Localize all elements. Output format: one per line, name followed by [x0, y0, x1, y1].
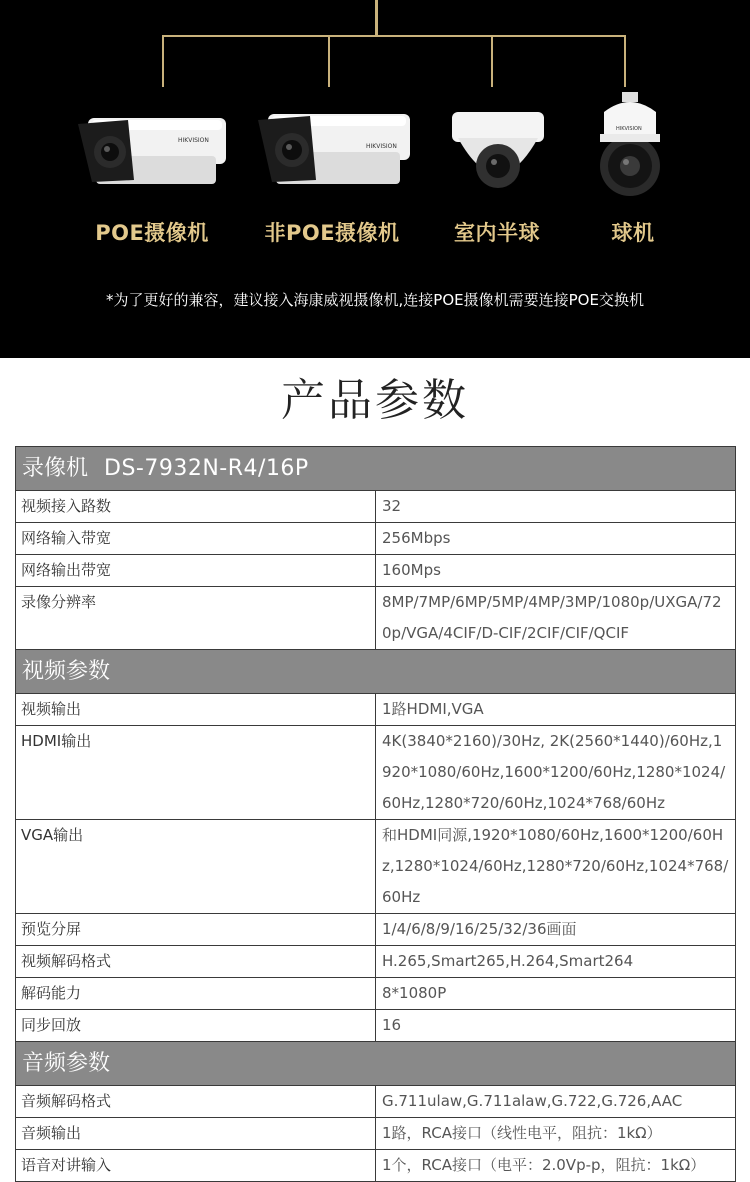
- bullet-camera-icon: [254, 90, 414, 200]
- table-section-header: [16, 1042, 736, 1086]
- connector-line: [624, 35, 626, 87]
- table-row: [16, 587, 736, 650]
- param-value: 16: [376, 1010, 736, 1042]
- svg-text:HIKVISION: HIKVISION: [616, 126, 642, 132]
- audio-heading: 音频参数: [16, 1042, 736, 1086]
- table-row: [16, 914, 736, 946]
- table-row: [16, 491, 736, 523]
- param-value: 1路，RCA接口（线性电平，阻抗：1kΩ）: [376, 1118, 736, 1150]
- param-key: 录像分辨率: [16, 587, 376, 650]
- table-row: [16, 978, 736, 1010]
- param-key: 网络输入带宽: [16, 523, 376, 555]
- param-key: 解码能力: [16, 978, 376, 1010]
- video-heading: 视频参数: [16, 650, 736, 694]
- spec-table: [15, 446, 736, 1182]
- param-key: VGA输出: [16, 820, 376, 914]
- svg-text:HIKVISION: HIKVISION: [366, 143, 397, 150]
- table-section-header: [16, 650, 736, 694]
- recorder-heading: 录像机: [22, 456, 89, 481]
- table-row: [16, 946, 736, 978]
- param-value: 8MP/7MP/6MP/5MP/4MP/3MP/1080p/UXGA/720p/VGA/4CIF/D-CIF/2CIF/CIF/QCIF: [376, 587, 736, 650]
- table-section-header: [16, 447, 736, 491]
- connector-line: [328, 35, 330, 87]
- connector-line: [491, 35, 493, 87]
- param-key: HDMI输出: [16, 726, 376, 820]
- connector-line: [375, 0, 378, 36]
- camera-label: 非POE摄像机: [264, 221, 400, 245]
- param-key: 视频输出: [16, 694, 376, 726]
- ptz-speed-dome-icon: [594, 92, 666, 202]
- table-row: [16, 1086, 736, 1118]
- table-row: [16, 726, 736, 820]
- param-key: 预览分屏: [16, 914, 376, 946]
- camera-label: 室内半球: [454, 221, 540, 245]
- param-key: 语音对讲输入: [16, 1150, 376, 1182]
- bullet-camera-icon: [74, 90, 230, 200]
- connector-line: [162, 35, 164, 87]
- camera-label: POE摄像机: [95, 221, 209, 245]
- param-value: 1/4/6/8/9/16/25/32/36画面: [376, 914, 736, 946]
- table-row: [16, 820, 736, 914]
- svg-text:HIKVISION: HIKVISION: [178, 137, 209, 144]
- table-row: [16, 1010, 736, 1042]
- param-value: G.711ulaw,G.711alaw,G.722,G.726,AAC: [376, 1086, 736, 1118]
- compatibility-note: *为了更好的兼容，建议接入海康威视摄像机,连接POE摄像机需要连接POE交换机: [106, 291, 644, 309]
- connector-line: [162, 35, 626, 37]
- param-value: 160Mps: [376, 555, 736, 587]
- section-title: 产品参数: [281, 375, 469, 426]
- param-key: 网络输出带宽: [16, 555, 376, 587]
- hero-banner: [0, 0, 750, 358]
- param-value: 256Mbps: [376, 523, 736, 555]
- camera-label: 球机: [611, 221, 655, 245]
- table-row: [16, 694, 736, 726]
- param-value: H.265,Smart265,H.264,Smart264: [376, 946, 736, 978]
- param-value: 1路HDMI,VGA: [376, 694, 736, 726]
- dome-camera-icon: [448, 90, 548, 200]
- param-key: 音频输出: [16, 1118, 376, 1150]
- param-value: 32: [376, 491, 736, 523]
- param-key: 音频解码格式: [16, 1086, 376, 1118]
- table-row: [16, 523, 736, 555]
- param-key: 同步回放: [16, 1010, 376, 1042]
- param-value: 和HDMI同源,1920*1080/60Hz,1600*1200/60Hz,1280*1024/60Hz,1280*720/60Hz,1024*768/60Hz: [376, 820, 736, 914]
- param-key: 视频解码格式: [16, 946, 376, 978]
- param-key: 视频接入路数: [16, 491, 376, 523]
- table-row: [16, 555, 736, 587]
- table-row: [16, 1150, 736, 1182]
- model-number: DS-7932N-R4/16P: [104, 456, 309, 481]
- param-value: 8*1080P: [376, 978, 736, 1010]
- param-value: 1个，RCA接口（电平：2.0Vp-p，阻抗：1kΩ）: [376, 1150, 736, 1182]
- table-row: [16, 1118, 736, 1150]
- param-value: 4K(3840*2160)/30Hz, 2K(2560*1440)/60Hz,1920*1080/60Hz,1600*1200/60Hz,1280*1024/60Hz,1280*720/60Hz,1024*768/60Hz: [376, 726, 736, 820]
